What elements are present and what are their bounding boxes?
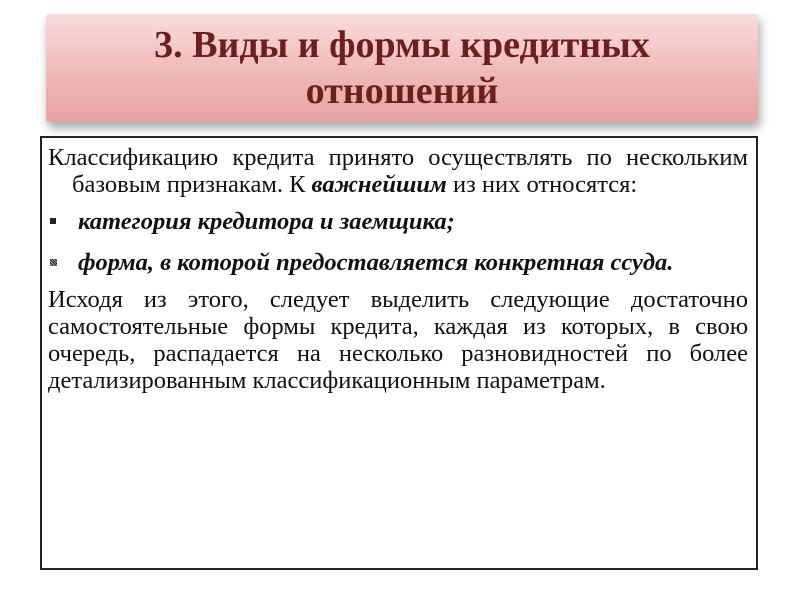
list-item <box>48 249 748 276</box>
intro-emphasis: важнейшим <box>311 171 447 198</box>
intro-text-after: из них относятся: <box>446 171 638 198</box>
title-box <box>46 14 758 122</box>
list-item <box>48 208 748 235</box>
square-bullet-icon <box>50 259 57 266</box>
slide-title: 3. Виды и формы кредитных отношений <box>154 24 650 112</box>
bullet-text: категория кредитора и заемщика; <box>78 208 455 235</box>
intro-paragraph <box>48 144 748 198</box>
square-bullet-icon <box>50 218 56 224</box>
conclusion-paragraph: Исходя из этого, следует выделить следующие достаточно самостоятельные формы кредита, каждая из которых, в свою очередь, распадается на несколько разновидностей по более детализированным классификационным параметрам. <box>48 286 748 394</box>
bullet-text: форма, в которой предоставляется конкретная ссуда. <box>78 249 674 276</box>
intro-text-before: Классификацию кредита принято осуществлять по нескольким базовым признакам. К <box>48 144 748 198</box>
content-body <box>48 144 748 394</box>
content-box <box>40 136 758 570</box>
